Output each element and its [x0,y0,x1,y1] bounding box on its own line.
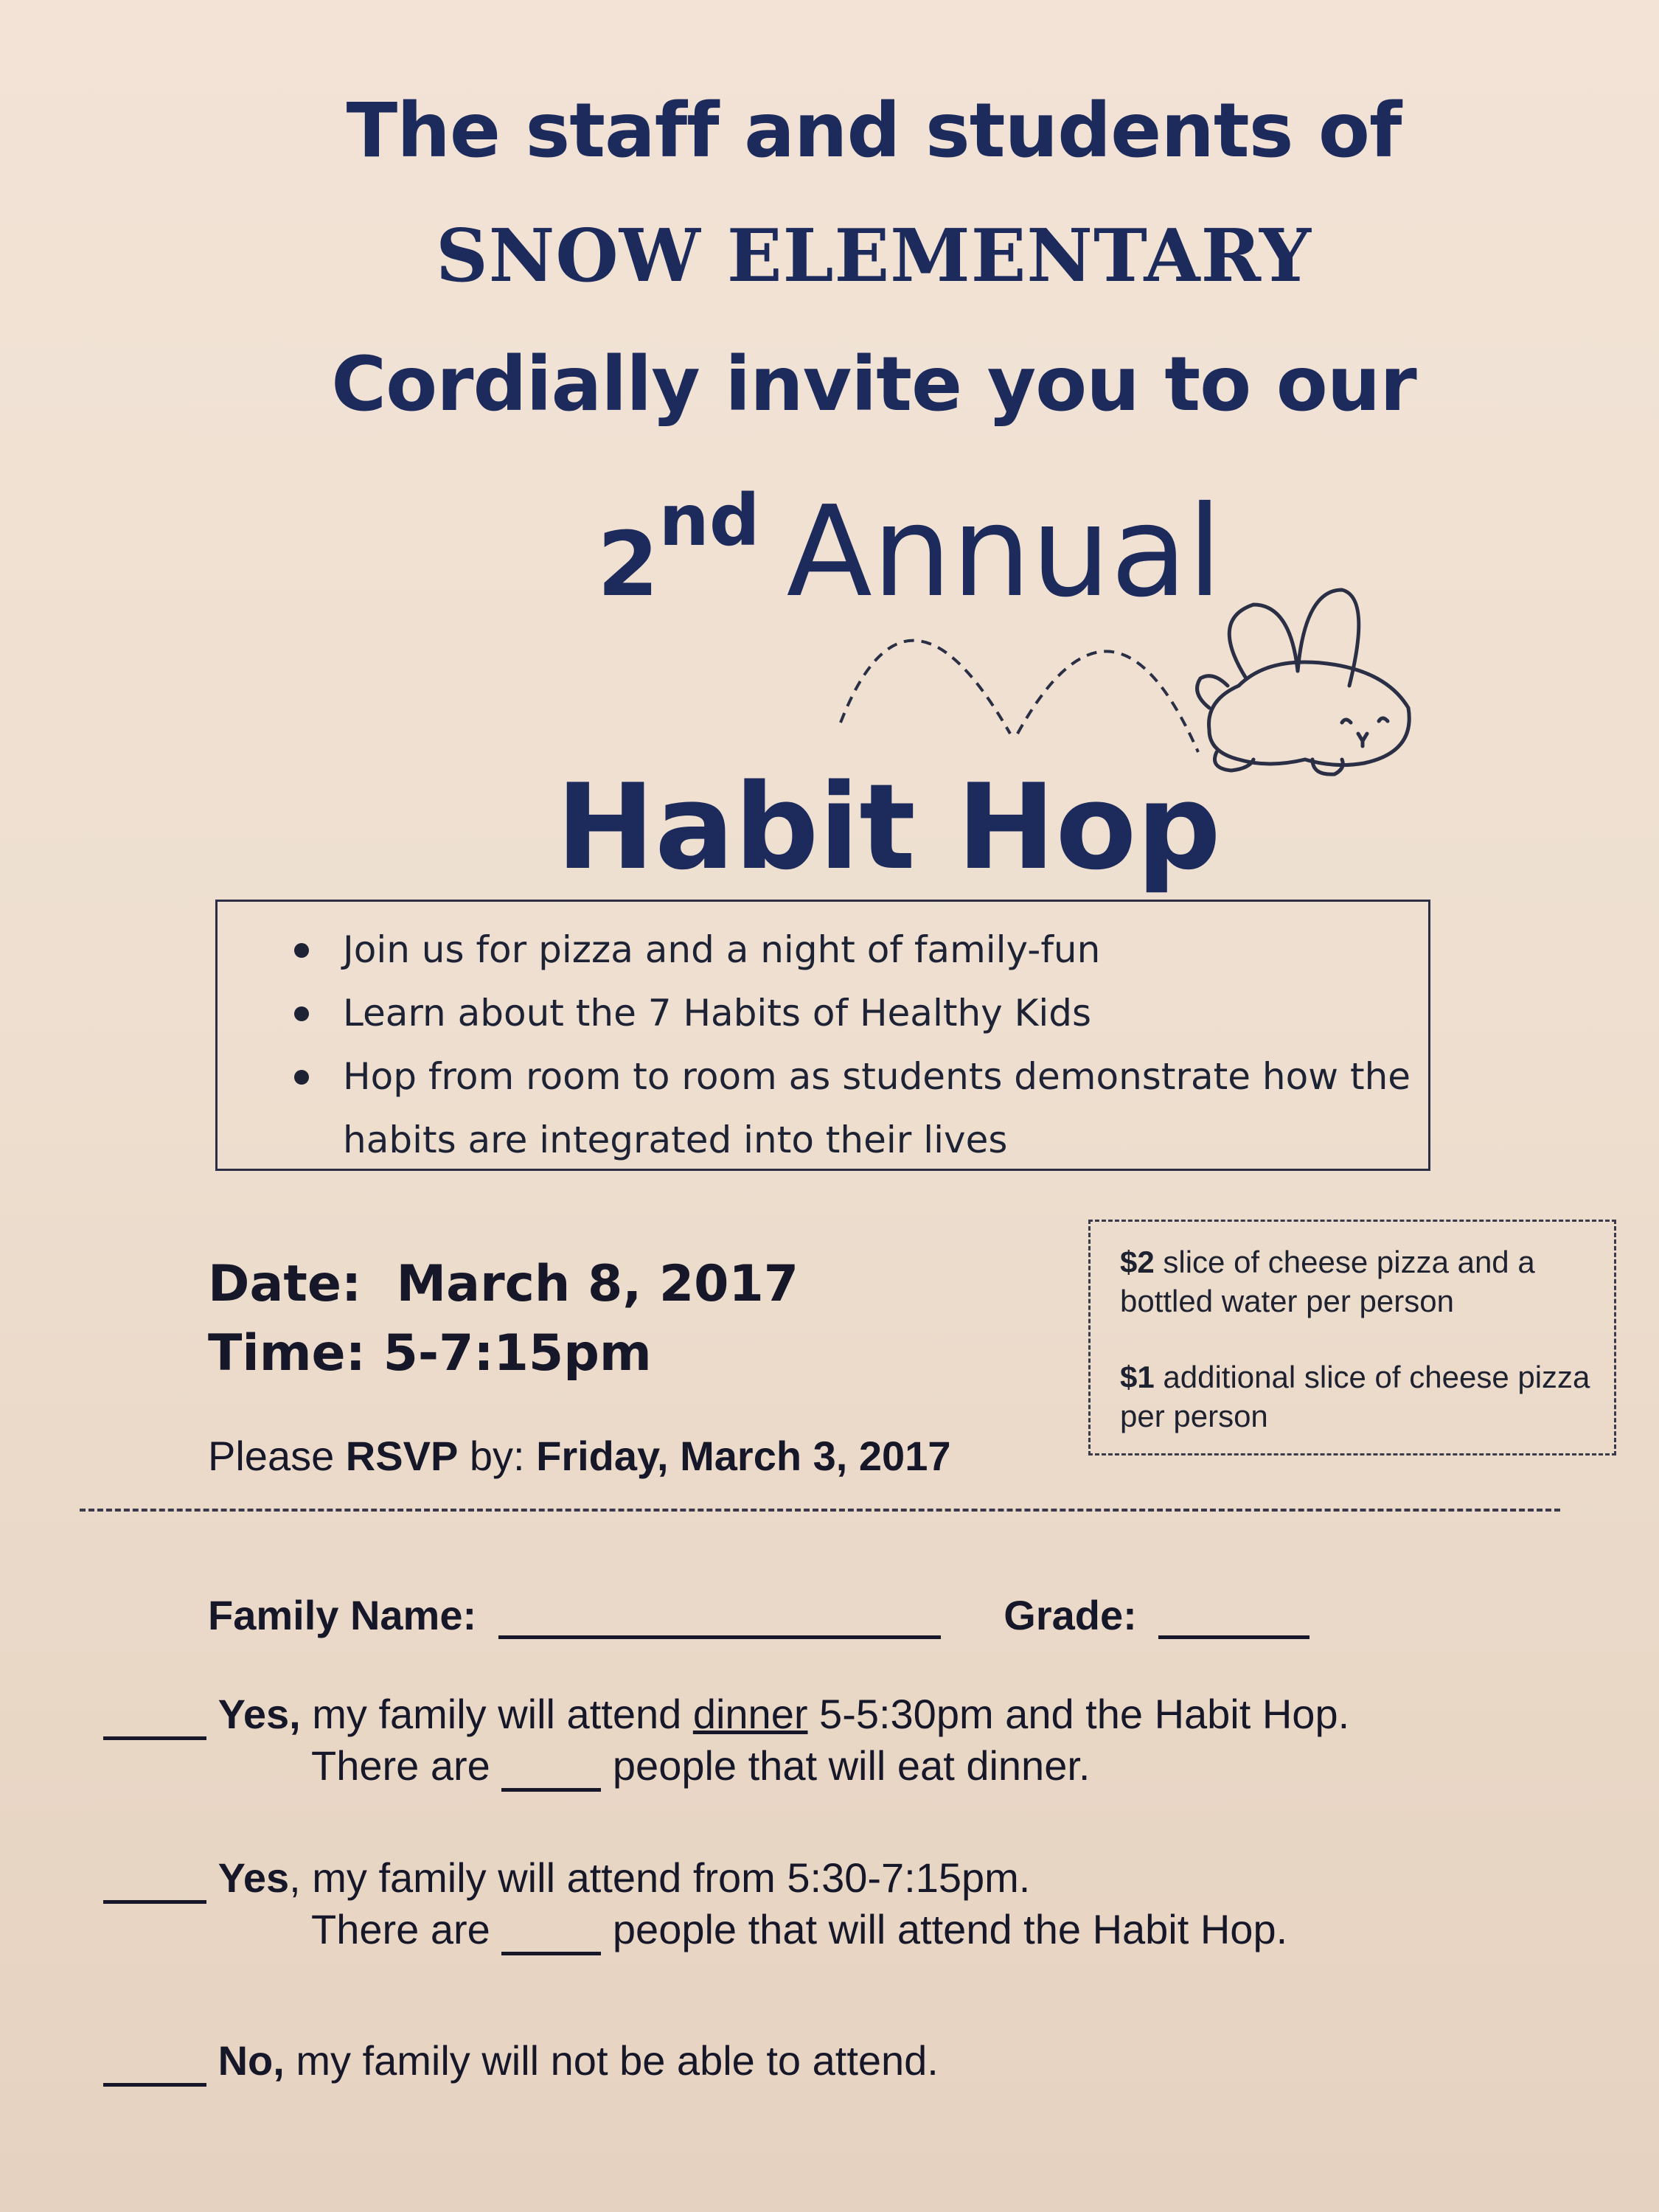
event-title: Habit Hop [556,758,1221,896]
rsvp-line [208,1432,950,1480]
option-decline [103,2035,939,2087]
heading-line-1: The staff and students of [346,87,1402,175]
annual-number: 2 [597,514,659,616]
cut-line [80,1509,1560,1512]
option-hop-only [103,1852,1287,1955]
time-label: Time: [208,1324,366,1382]
info-bullet: Join us for pizza and a night of family-fun [343,918,1428,981]
price-box [1088,1220,1616,1455]
hopping-bunny-illustration [826,575,1430,782]
option-hop-checkbox-blank[interactable] [103,1863,206,1904]
option-hop-yes: Yes [218,1854,290,1901]
option-dinner-text-b: 5-5:30pm and the Habit Hop. [807,1691,1350,1737]
date-line [208,1250,799,1319]
price-1: $2 [1120,1245,1155,1279]
option-decline-text: my family will not be able to attend. [284,2037,939,2084]
grade-label: Grade: [1004,1592,1137,1638]
hop-count-blank[interactable] [501,1915,601,1955]
info-bullet: Hop from room to room as students demonstrate how the habits are integrated into their lives [343,1045,1434,1172]
date-value: March 8, 2017 [396,1255,799,1313]
heading-line-3: Cordially invite you to our [331,341,1416,428]
option-hop-tail: people that will attend the Habit Hop. [601,1906,1288,1952]
date-label: Date: [208,1255,362,1313]
price-1-text: slice of cheese pizza and a bottled water per person [1120,1245,1535,1318]
price-2: $1 [1120,1360,1155,1394]
event-details [208,1250,799,1388]
price-2-text: additional slice of cheese pizza per person [1120,1360,1590,1433]
annual-suffix: nd [658,479,760,562]
option-decline-no: No, [218,2037,285,2084]
annual-word: Annual [786,479,1222,625]
rsvp-word: RSVP [345,1433,459,1479]
rsvp-deadline: Friday, March 3, 2017 [536,1433,951,1479]
option-dinner-tail: people that will eat dinner. [601,1742,1091,1789]
option-dinner-yes: Yes, [218,1691,301,1737]
price-item-2 [1120,1357,1592,1436]
info-bullet: Learn about the 7 Habits of Healthy Kids [343,981,1428,1045]
family-name-label: Family Name: [208,1592,477,1638]
option-decline-checkbox-blank[interactable] [103,2046,206,2087]
info-list [218,918,1428,1172]
option-dinner [103,1688,1349,1792]
rsvp-by: by: [458,1433,537,1479]
school-name: SNOW ELEMENTARY [436,214,1312,299]
dinner-count-blank[interactable] [501,1751,601,1792]
option-dinner-there-are: There are [311,1742,502,1789]
family-grade-row [208,1591,1310,1639]
rsvp-please: Please [208,1433,346,1479]
option-dinner-underlined: dinner [692,1691,808,1737]
time-line [208,1319,799,1388]
option-dinner-text-a: my family will attend [300,1691,693,1737]
grade-blank[interactable] [1158,1591,1310,1639]
time-value: 5-7:15pm [383,1324,652,1382]
family-name-blank[interactable] [498,1591,941,1639]
option-hop-there-are: There are [311,1906,502,1952]
info-box [215,900,1430,1171]
option-hop-text: , my family will attend from 5:30-7:15pm. [289,1854,1031,1901]
option-dinner-checkbox-blank[interactable] [103,1700,206,1740]
price-item-1 [1120,1242,1592,1321]
